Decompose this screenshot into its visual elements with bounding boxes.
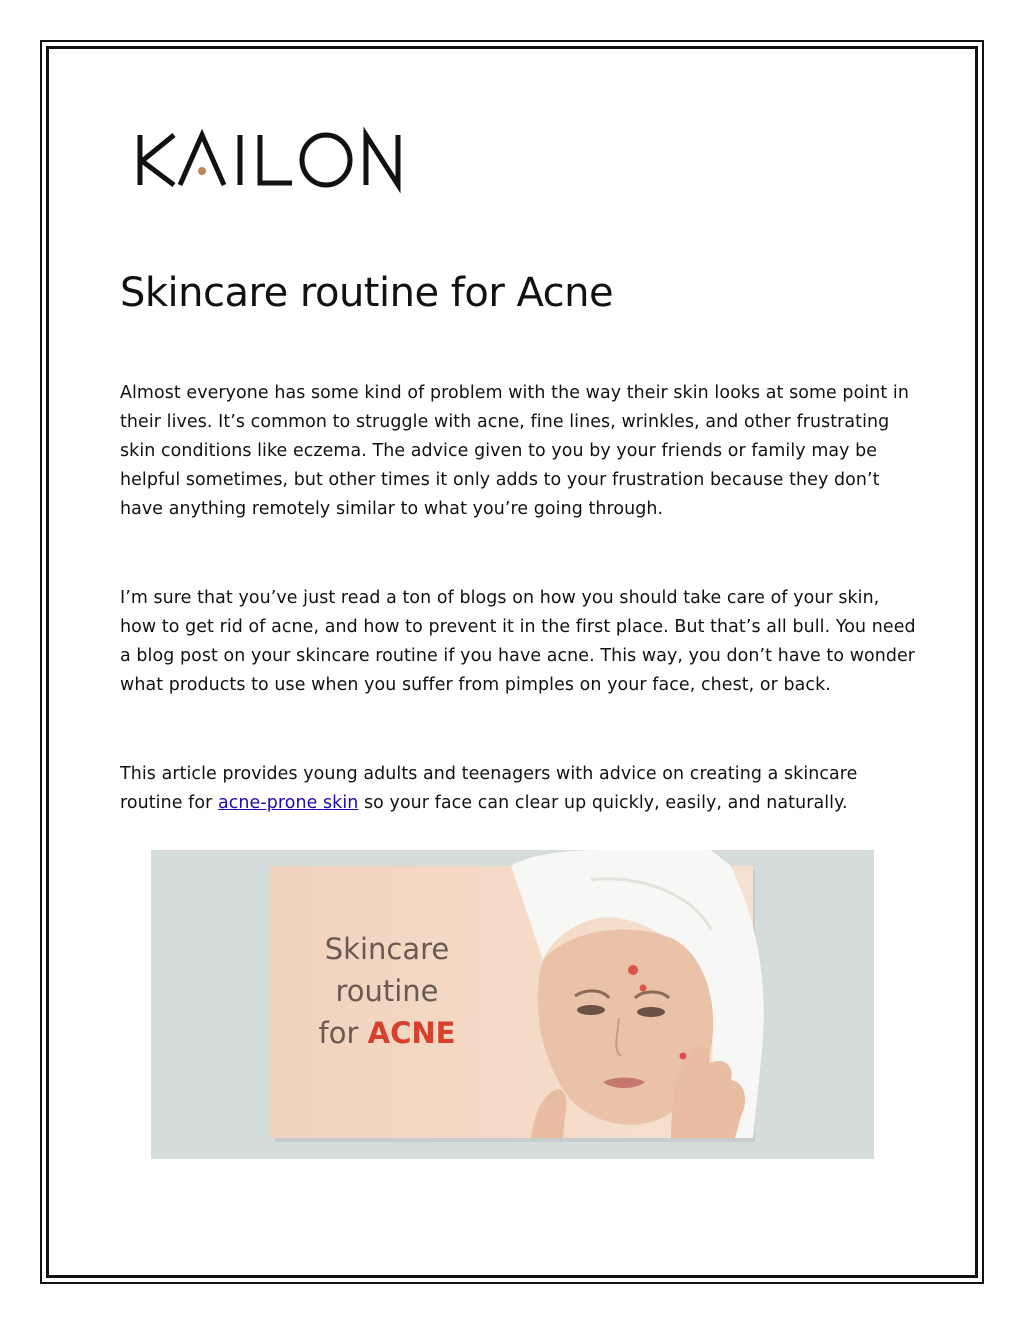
- hero-caption-for: for: [318, 1016, 359, 1050]
- second-paragraph: I’m sure that you’ve just read a ton of blogs on how you should take care of your skin, how to get rid of acne, and how to prevent it in the first place. But that’s all bull. You need a blog post on your skincare routine if you have acne. This way, you don’t have to wonder what products to use when you suffer from pimples on your face, chest, or back.: [120, 588, 916, 695]
- hero-caption: [307, 928, 467, 1054]
- hero-illustration: [151, 850, 874, 1159]
- acne-prone-skin-link[interactable]: acne-prone skin: [217, 793, 359, 813]
- hero-caption-line-3: [307, 1012, 467, 1054]
- kailon-logo: [136, 125, 406, 195]
- hero-caption-line-2: routine: [335, 974, 439, 1008]
- hero-image: [151, 850, 874, 1159]
- page-title: Skincare routine for Acne: [120, 270, 614, 316]
- paragraph-text-before-link: This article provides young adults and teenagers with advice on creating a skincare routine for: [120, 764, 858, 813]
- hero-caption-line-1: Skincare: [324, 932, 450, 966]
- third-paragraph: [120, 760, 920, 818]
- kailon-logo-mark: [136, 125, 406, 195]
- logo-accent-dot: [198, 167, 206, 175]
- intro-paragraph: Almost everyone has some kind of problem with the way their skin looks at some point in their lives. It’s common to struggle with acne, fine lines, wrinkles, and other frustrating skin conditions like eczema. The advice given to you by your friends or family may be helpful sometimes, but other times it only adds to your frustration because they don’t have anything remotely similar to what you’re going through.: [120, 383, 909, 519]
- paragraph-text-after-link: so your face can clear up quickly, easily, and naturally.: [358, 793, 848, 813]
- hero-caption-acne: ACNE: [367, 1016, 456, 1050]
